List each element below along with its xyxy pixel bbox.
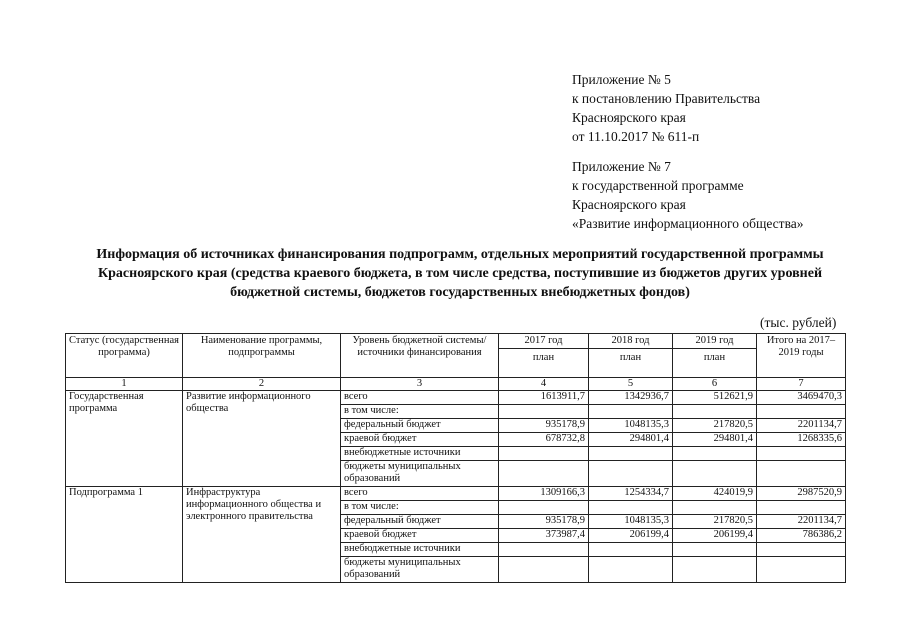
level-cell: федеральный бюджет [341, 515, 499, 529]
appendix-5-line-2: к постановлению Правительства [572, 91, 761, 106]
column-number: 2 [183, 378, 341, 391]
value-2019: 512621,9 [673, 391, 757, 405]
header-total: Итого на 2017–2019 годы [757, 334, 846, 378]
appendix-7-line-4: «Развитие информационного общества» [572, 216, 804, 231]
value-total [757, 501, 846, 515]
value-2017: 935178,9 [499, 419, 589, 433]
value-total: 3469470,3 [757, 391, 846, 405]
value-2019 [673, 501, 757, 515]
status-cell: Подпрограмма 1 [66, 487, 183, 583]
value-total [757, 405, 846, 419]
value-2017 [499, 447, 589, 461]
header-2018-plan: план [619, 352, 642, 363]
value-2017 [499, 543, 589, 557]
value-2017 [499, 405, 589, 419]
value-total [757, 557, 846, 583]
value-2017 [499, 557, 589, 583]
value-2019: 217820,5 [673, 419, 757, 433]
column-number: 4 [499, 378, 589, 391]
value-total: 2201134,7 [757, 419, 846, 433]
value-2017: 373987,4 [499, 529, 589, 543]
program-name-cell: Инфраструктура информационного общества и электронного правительства [183, 487, 341, 583]
level-cell: краевой бюджет [341, 529, 499, 543]
financing-table [65, 333, 846, 583]
value-2018 [589, 461, 673, 487]
value-total: 1268335,6 [757, 433, 846, 447]
header-2018 [589, 334, 673, 378]
document-title-line-2: Красноярского края (средства краевого бюджета, в том числе средства, поступившие из бюджетов других уровней [97, 266, 823, 281]
value-total [757, 461, 846, 487]
value-2018: 1048135,3 [589, 515, 673, 529]
value-2018: 206199,4 [589, 529, 673, 543]
appendix-7-line-1: Приложение № 7 [572, 159, 671, 174]
value-2019: 217820,5 [673, 515, 757, 529]
value-2018 [589, 405, 673, 419]
header-2017 [499, 334, 589, 378]
value-2017: 1613911,7 [499, 391, 589, 405]
value-2017 [499, 501, 589, 515]
appendix-5-block [572, 70, 760, 146]
value-2019 [673, 447, 757, 461]
level-cell: всего [341, 487, 499, 501]
appendix-7-block [572, 157, 804, 233]
document-title [40, 245, 880, 302]
value-total: 786386,2 [757, 529, 846, 543]
value-2018: 1342936,7 [589, 391, 673, 405]
header-2017-plan: план [532, 352, 555, 363]
value-2018: 1048135,3 [589, 419, 673, 433]
appendix-7-line-2: к государственной программе [572, 178, 744, 193]
column-number: 3 [341, 378, 499, 391]
header-status: Статус (государственная программа) [66, 334, 183, 378]
units-note: (тыс. рублей) [760, 315, 837, 330]
value-2019: 424019,9 [673, 487, 757, 501]
header-2019 [673, 334, 757, 378]
value-total: 2987520,9 [757, 487, 846, 501]
level-cell: в том числе: [341, 501, 499, 515]
value-2018 [589, 501, 673, 515]
value-2018 [589, 557, 673, 583]
header-level: Уровень бюджетной системы/источники финансирования [341, 334, 499, 378]
level-cell: всего [341, 391, 499, 405]
column-number: 6 [673, 378, 757, 391]
table-row [66, 391, 846, 405]
value-2019: 206199,4 [673, 529, 757, 543]
value-2018 [589, 447, 673, 461]
column-number: 1 [66, 378, 183, 391]
header-2018-year: 2018 год [589, 335, 672, 349]
value-2017: 1309166,3 [499, 487, 589, 501]
value-2019 [673, 461, 757, 487]
header-2019-plan: план [703, 352, 726, 363]
value-2019 [673, 405, 757, 419]
header-2017-year: 2017 год [499, 335, 588, 349]
appendix-5-line-4: от 11.10.2017 № 611-п [572, 129, 700, 144]
document-title-line-1: Информация об источниках финансирования подпрограмм, отдельных мероприятий государственной программы [96, 247, 824, 262]
value-total: 2201134,7 [757, 515, 846, 529]
appendix-5-line-3: Красноярского края [572, 110, 686, 125]
table-header-row [66, 334, 846, 378]
value-2017 [499, 461, 589, 487]
header-2019-year: 2019 год [673, 335, 756, 349]
appendix-7-line-3: Красноярского края [572, 197, 686, 212]
level-cell: в том числе: [341, 405, 499, 419]
value-2018: 294801,4 [589, 433, 673, 447]
column-number: 5 [589, 378, 673, 391]
header-name: Наименование программы, подпрограммы [183, 334, 341, 378]
level-cell: внебюджетные источники [341, 447, 499, 461]
value-2019: 294801,4 [673, 433, 757, 447]
value-total [757, 543, 846, 557]
column-number-row [66, 378, 846, 391]
level-cell: бюджеты муниципальных образований [341, 557, 499, 583]
value-2018: 1254334,7 [589, 487, 673, 501]
value-2019 [673, 543, 757, 557]
document-title-line-3: бюджетной системы, бюджетов государственных внебюджетных фондов) [230, 285, 690, 300]
program-name-cell: Развитие информационного общества [183, 391, 341, 487]
column-number: 7 [757, 378, 846, 391]
level-cell: внебюджетные источники [341, 543, 499, 557]
value-2018 [589, 543, 673, 557]
value-2017: 935178,9 [499, 515, 589, 529]
level-cell: бюджеты муниципальных образований [341, 461, 499, 487]
level-cell: федеральный бюджет [341, 419, 499, 433]
value-2017: 678732,8 [499, 433, 589, 447]
value-total [757, 447, 846, 461]
appendix-5-line-1: Приложение № 5 [572, 72, 671, 87]
level-cell: краевой бюджет [341, 433, 499, 447]
value-2019 [673, 557, 757, 583]
table-row [66, 487, 846, 501]
status-cell: Государственная программа [66, 391, 183, 487]
